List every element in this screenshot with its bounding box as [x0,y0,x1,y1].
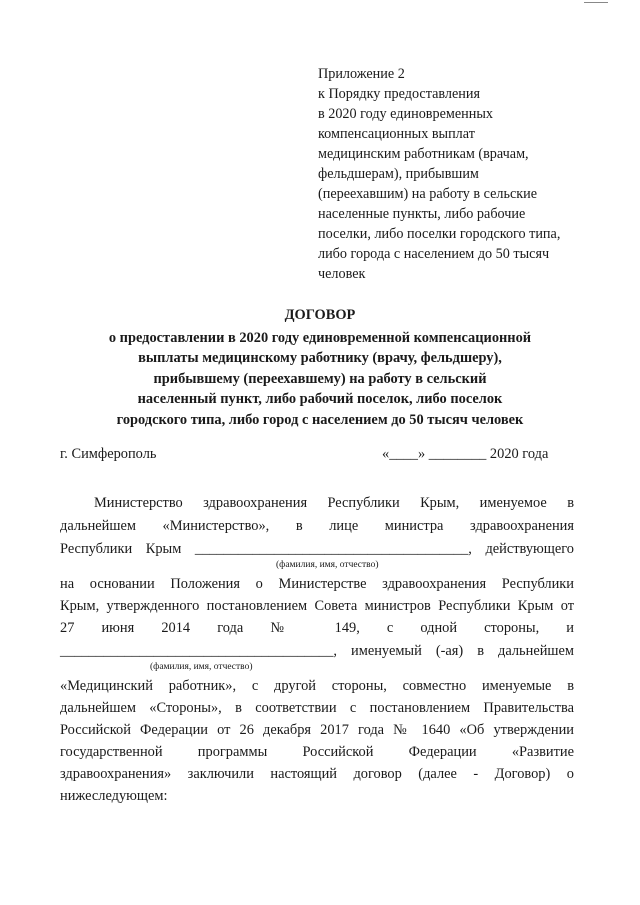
appendix-line: в 2020 году единовременных [318,106,493,122]
appendix-line: человек [318,266,366,282]
appendix-line: населенные пункты, либо рабочие [318,206,526,222]
appendix-line: (переехавшим) на работу в сельские [318,186,538,202]
body-line: ______________________________________, именуемый (-ая) в дальнейшем [60,643,574,659]
title-line: прибывшему (переехавшему) на работу в сельский [153,370,487,387]
appendix-line: фельдшерам), прибывшим [318,166,479,182]
appendix-line: к Порядку предоставления [318,86,480,102]
body-line: государственной программы Российской Федерации «Развитие [60,744,574,760]
body-line: Российской Федерации от 26 декабря 2017 года № 1640 «Об утверждении [60,722,574,738]
body-line: дальнейшем «Стороны», в соответствии с постановлением Правительства [60,700,574,716]
body-line: здравоохранения» заключили настоящий договор (далее - Договор) о [60,766,574,782]
appendix-note [318,64,588,284]
body-line: дальнейшем «Министерство», в лице министра здравоохранения [60,518,574,534]
body-line: «Медицинский работник», с другой стороны, совместно именуемые в [60,678,574,694]
body-line: Республики Крым ______________________________________, действующего [60,541,574,557]
body-line: нижеследующем: [60,788,168,804]
body-line: на основании Положения о Министерстве здравоохранения Республики [60,576,574,592]
title-line: о предоставлении в 2020 году единовременной компенсационной [108,329,532,346]
place-of-signing: г. Симферополь [60,446,157,462]
body-line: Министерство здравоохранения Республики Крым, именуемое в [94,495,574,511]
field-hint: (фамилия, имя, отчество) [276,560,379,570]
title-line: городского типа, либо город с населением до 50 тысяч человек [116,411,524,428]
title-main: ДОГОВОР [284,307,356,323]
body-line: 27 июня 2014 года № 149, с одной стороны, и [60,620,574,636]
appendix-line: компенсационных выплат [318,126,475,142]
appendix-line: Приложение 2 [318,66,405,82]
scan-mark [584,2,608,3]
title-line: выплаты медицинскому работнику (врачу, фельдшеру), [138,350,502,366]
document-title [40,305,600,430]
date-of-signing: «____» ________ 2020 года [382,446,549,462]
appendix-line: либо города с населением до 50 тысяч [318,246,550,262]
body-line: Крым, утвержденного постановлением Совета министров Республики Крым от [60,598,574,614]
title-line: населенный пункт, либо рабочий поселок, либо поселок [137,391,503,407]
appendix-line: поселки, либо поселки городского типа, [318,226,561,242]
field-hint: (фамилия, имя, отчество) [150,662,253,672]
appendix-line: медицинским работникам (врачам, [318,146,529,162]
